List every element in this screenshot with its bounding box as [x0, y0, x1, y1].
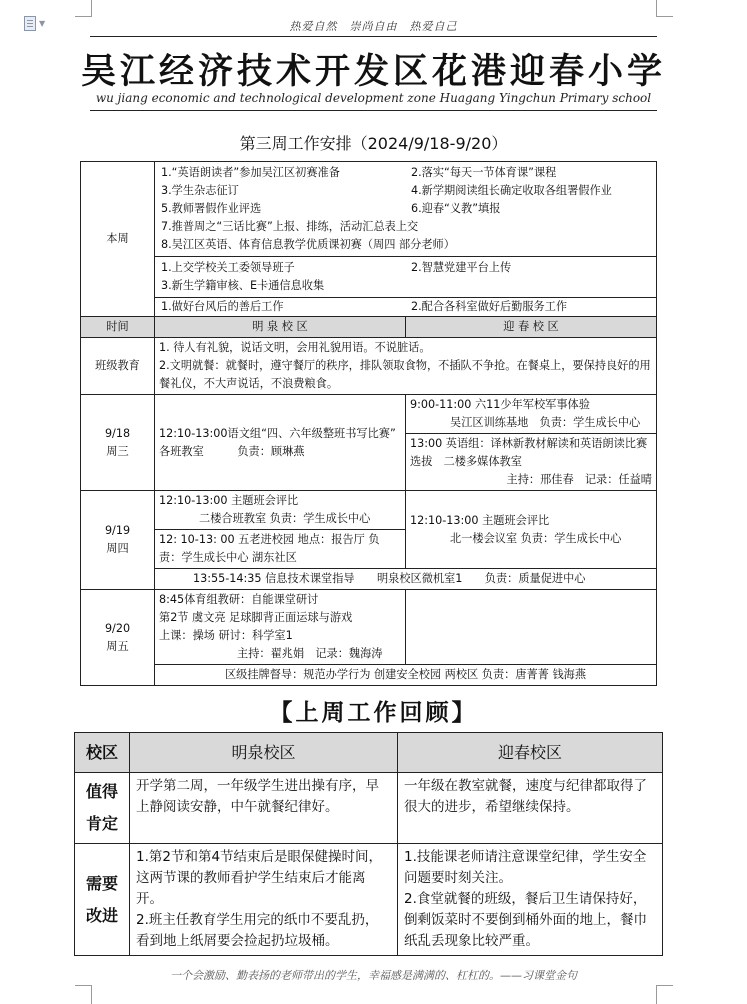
- day-919: [81, 491, 155, 590]
- benzhou-label: 本周: [81, 162, 155, 317]
- day-920: [81, 590, 155, 686]
- divider: [90, 36, 657, 37]
- event-owner: 负责：顾琳燕: [237, 444, 305, 458]
- task-item: 3.学生杂志征订: [161, 184, 239, 197]
- row-affirm-mingquan: 开学第二周，一年级学生进出操有序，早上静阅读安静，中午就餐纪律好。: [130, 773, 398, 844]
- d919-yingchun: [406, 491, 657, 569]
- class-edu-item: 1. 待人有礼貌，说话文明，会用礼貌用语。不说脏话。: [159, 341, 431, 354]
- benzhou-tasks-b: [155, 257, 657, 298]
- task-item: 7.推普周之“三话比赛”上报、排练，活动汇总表上交: [161, 220, 419, 233]
- event-owner: 二楼合班教室 负责：学生成长中心: [199, 512, 371, 525]
- d919-all: 13:55-14:35 信息技术课堂指导 明泉校区微机室1 负责：质量促进中心: [155, 569, 657, 590]
- event-owner: 北一楼会议室 负责：学生成长中心: [450, 531, 622, 545]
- col-time: 时间: [81, 317, 155, 338]
- event-text: 上课：操场 研讨：科学室1: [159, 629, 293, 642]
- d920-all: 区级挂牌督导：规范办学行为 创建安全校园 两校区 负责：唐菁菁 钱海燕: [155, 665, 657, 686]
- page-corner-mark: [656, 0, 673, 17]
- document-icon[interactable]: ▼: [24, 16, 50, 32]
- d920-yingchun: [406, 590, 657, 665]
- col-mingquan: 明 泉 校 区: [155, 317, 406, 338]
- event-owner: 吴江区训练基地 负责：学生成长中心: [450, 416, 641, 429]
- task-item: 8.吴江区英语、体育信息教学优质课初赛（周四 部分老师）: [161, 238, 455, 251]
- event-text: 12:10-13:00 主题班会评比: [410, 513, 550, 527]
- row-improve-yingchun: [398, 844, 663, 956]
- class-edu-label: 班级教育: [81, 338, 155, 395]
- page-corner-mark: [75, 985, 92, 1004]
- page-corner-mark: [75, 0, 92, 17]
- school-name-cn: 吴江经济技术开发区花港迎春小学: [80, 51, 666, 92]
- event-text: 12:10-13:00 主题班会评比: [159, 494, 299, 507]
- row-improve-mingquan: [130, 844, 398, 956]
- improve-item: 1.技能课老师请注意课堂纪律，学生安全问题要时刻关注。: [404, 849, 647, 886]
- task-item: 2.配合各科室做好后勤服务工作: [411, 300, 568, 313]
- task-item: 6.迎春“义教”填报: [411, 202, 501, 215]
- col-yingchun: 迎 春 校 区: [406, 317, 657, 338]
- task-item: 1.上交学校关工委领导班子: [161, 261, 295, 274]
- event-text: 12:10-13:00语文组“四、六年级整班书写比赛” 各班教室: [159, 426, 396, 458]
- row-improve-label: 需要改进: [75, 844, 130, 956]
- task-item: 4.新学期阅读组长确定收取各组署假作业: [411, 184, 612, 197]
- footer-quote: 一个会激励、勤表扬的老师带出的学生，幸福感是满满的、杠杠的。——习课堂金句: [170, 969, 577, 982]
- task-item: 3.新生学籍审核、E卡通信息收集: [161, 279, 325, 292]
- improve-item: 2.食堂就餐的班级，餐后卫生请保持好，倒剩饭菜时不要倒到桶外面的地上，餐巾纸乱丢现象比较严重。: [404, 891, 647, 949]
- review-title: 【上周工作回顾】: [269, 699, 478, 726]
- week-title: 第三周工作安排（2024/9/18-9/20）: [239, 134, 508, 153]
- benzhou-tasks-a: [155, 162, 657, 257]
- week-schedule-table: [80, 161, 657, 686]
- benzhou-tasks-c: [155, 298, 657, 317]
- event-owner: 主持：邢佳春 记录：任益晴: [506, 473, 652, 486]
- d918-mingquan: [155, 395, 406, 491]
- improve-item: 2.班主任教育学生用完的纸巾不要乱扔，看到地上纸屑要会捡起扔垃圾桶。: [136, 912, 379, 949]
- task-item: 2.智慧党建平台上传: [411, 261, 512, 274]
- day-weekday: 周五: [106, 639, 129, 653]
- row-affirm-label: 值得肯定: [75, 773, 130, 844]
- school-name-en: wu jiang economic and technological development zone Huagang Yingchun Primary school: [95, 91, 652, 105]
- task-item: 1.做好台风后的善后工作: [161, 300, 284, 313]
- col-yingchun: 迎春校区: [398, 733, 663, 773]
- class-edu-item: 2.文明就餐：就餐时，遵守餐厅的秩序，排队领取食物，不插队不争抢。在餐桌上，要保持良好的用餐礼仪，不大声说话，不浪费粮食。: [159, 359, 651, 390]
- day-918: [81, 395, 155, 491]
- day-date: 9/19: [104, 524, 131, 537]
- event-text: 9:00-11:00 六11少年军校军事体验: [410, 398, 590, 411]
- d919-mingquan-1: [155, 491, 406, 530]
- event-owner: 主持：翟兆娟 记录：魏海涛: [237, 647, 383, 660]
- task-item: 5.教师署假作业评选: [161, 202, 262, 215]
- row-affirm-yingchun: 一年级在教室就餐，速度与纪律都取得了很大的进步，希望继续保持。: [398, 773, 663, 844]
- col-mingquan: 明泉校区: [130, 733, 398, 773]
- d919-mingquan-2: 12: 10-13: 00 五老进校园 地点：报告厅 负责：学生成长中心 湖东社区: [155, 530, 406, 569]
- day-weekday: 周四: [106, 542, 129, 555]
- day-date: 9/20: [104, 621, 131, 635]
- divider: [90, 110, 657, 111]
- col-campus: 校区: [75, 733, 130, 773]
- class-edu-content: [155, 338, 657, 395]
- event-text: 第2节 虞文亮 足球脚背正面运球与游戏: [159, 611, 353, 624]
- task-item: 1.“英语朗读者”参加吴江区初赛准备: [161, 166, 340, 179]
- day-date: 9/18: [104, 426, 131, 440]
- task-item: 2.落实“每天一节体育课”课程: [411, 166, 557, 179]
- d920-mingquan: [155, 590, 406, 665]
- event-text: 13:00 英语组：译林新教材解读和英语朗读比赛选拔 二楼多媒体教室: [410, 437, 648, 468]
- event-text: 8:45体育组教研：自能课堂研讨: [159, 593, 319, 606]
- motto: 热爱自然 崇尚自由 热爱自己: [289, 20, 458, 33]
- d918-yingchun-2: [406, 434, 657, 491]
- page-corner-mark: [656, 985, 673, 1004]
- d918-yingchun-1: [406, 395, 657, 434]
- day-weekday: 周三: [106, 444, 129, 458]
- improve-item: 1.第2节和第4节结束后是眼保健操时间，这两节课的教师看护学生结束后才能离开。: [136, 849, 383, 907]
- review-table: [74, 732, 663, 956]
